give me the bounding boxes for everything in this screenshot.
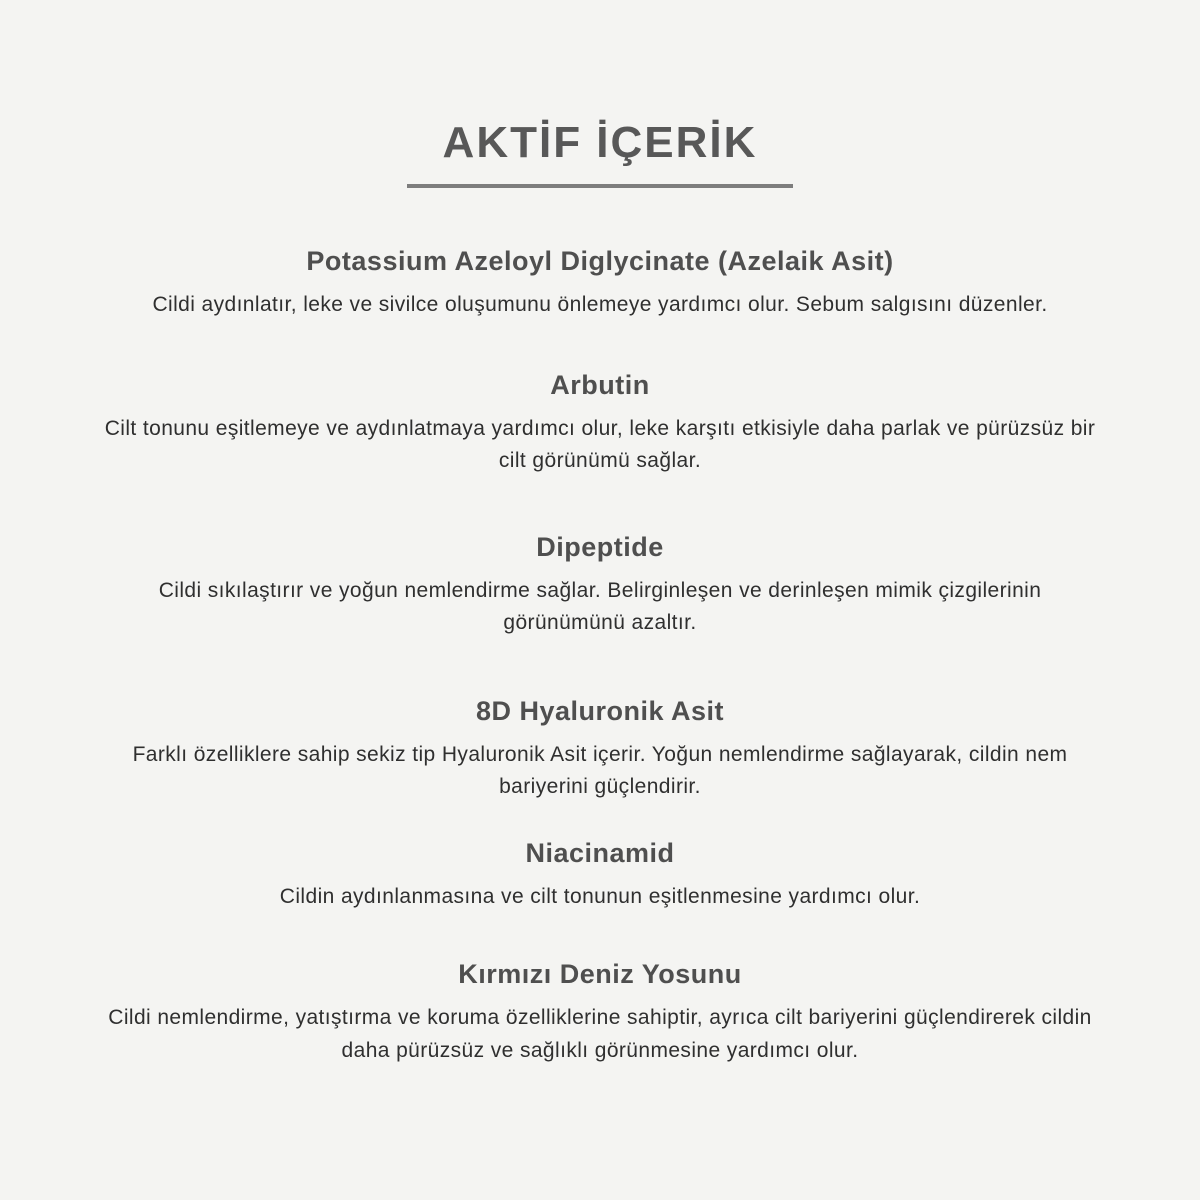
ingredient-heading: 8D Hyaluronik Asit [475, 695, 725, 726]
ingredient-description: Cilt tonunu eşitlemeye ve aydınlatmaya yardımcı olur, leke karşıtı etkisiyle daha parlak ve pürüzsüz bir cilt görünümü sağlar. [104, 416, 1096, 473]
ingredient-heading: Arbutin [550, 369, 650, 400]
ingredient-section-8d-hyaluronik-asit [0, 696, 1200, 804]
ingredient-section-niacinamid [0, 838, 1200, 914]
ingredient-list [0, 246, 1200, 1067]
title-underline [407, 184, 793, 188]
ingredient-section-kirmizi-deniz-yosunu [0, 959, 1200, 1067]
ingredient-heading: Kırmızı Deniz Yosunu [458, 959, 742, 990]
ingredient-description: Cildi sıkılaştırır ve yoğun nemlendirme sağlar. Belirginleşen ve derinleşen mimik çizgilerinin görünümünü azaltır. [158, 578, 1042, 635]
ingredient-description: Cildi aydınlatır, leke ve sivilce oluşumunu önlemeye yardımcı olur. Sebum salgısını düzenler. [152, 293, 1048, 316]
ingredient-section-potassium-azeloyl-diglycinate [0, 246, 1200, 322]
page-header [0, 118, 1200, 188]
ingredient-description: Cildi nemlendirme, yatıştırma ve koruma özelliklerine sahiptir, ayrıca cilt bariyerini güçlendirerek cildin daha pürüzsüz ve sağlıklı görünmesine yardımcı olur. [108, 1006, 1092, 1062]
ingredient-heading: Niacinamid [525, 837, 675, 868]
ingredient-section-dipeptide [0, 532, 1200, 640]
ingredient-section-arbutin [0, 370, 1200, 478]
page-title: AKTİF İÇERİK [442, 118, 758, 167]
ingredient-description: Farklı özelliklere sahip sekiz tip Hyaluronik Asit içerir. Yoğun nemlendirme sağlayarak, cildin nem bariyerini güçlendirir. [132, 742, 1068, 799]
ingredient-description: Cildin aydınlanmasına ve cilt tonunun eşitlenmesine yardımcı olur. [279, 884, 921, 908]
ingredient-heading: Dipeptide [536, 531, 664, 562]
ingredient-heading: Potassium Azeloyl Diglycinate (Azelaik Asit) [306, 246, 894, 276]
